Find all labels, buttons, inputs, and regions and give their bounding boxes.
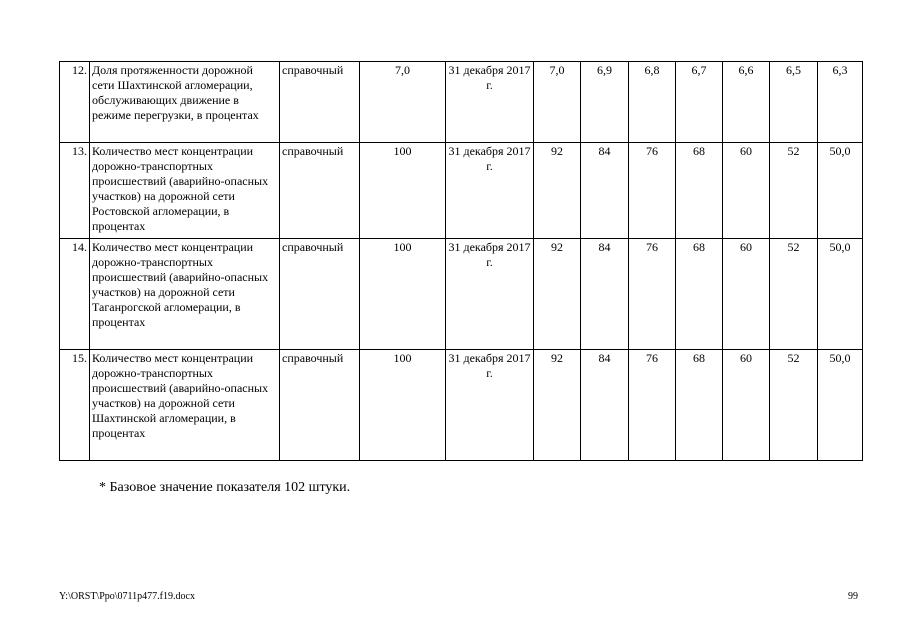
indicator-name: Количество мест концентрации дорожно-транспортных происшествий (аварийно-опасных участков) на дорожной сети Ростовской агломерации, в процентах	[90, 143, 280, 239]
base-value: 100	[360, 239, 446, 350]
year-value: 68	[676, 143, 723, 239]
table-row	[60, 239, 863, 350]
year-value: 6,8	[629, 62, 676, 143]
indicator-name: Количество мест концентрации дорожно-транспортных происшествий (аварийно-опасных участков) на дорожной сети Таганрогской агломерации, в процентах	[90, 239, 280, 350]
base-date: 31 декабря 2017 г.	[446, 239, 534, 350]
table-row	[60, 62, 863, 143]
year-value: 92	[534, 239, 581, 350]
year-value: 50,0	[818, 239, 863, 350]
table-row	[60, 350, 863, 461]
indicator-name: Доля протяженности дорожной сети Шахтинской агломерации, обслуживающих движение в режиме перегрузки, в процентах	[90, 62, 280, 143]
year-value: 52	[770, 239, 818, 350]
table-row	[60, 143, 863, 239]
page-number: 99	[848, 591, 858, 602]
footnote: * Базовое значение показателя 102 штуки.	[99, 480, 351, 495]
indicator-name: Количество мест концентрации дорожно-транспортных происшествий (аварийно-опасных участков) на дорожной сети Шахтинской агломерации, в процентах	[90, 350, 280, 461]
year-value: 6,5	[770, 62, 818, 143]
year-value: 50,0	[818, 350, 863, 461]
indicator-type: справочный	[280, 239, 360, 350]
base-value: 100	[360, 143, 446, 239]
year-value: 76	[629, 143, 676, 239]
row-number: 13.	[60, 143, 90, 239]
row-number: 14.	[60, 239, 90, 350]
year-value: 6,9	[581, 62, 629, 143]
year-value: 50,0	[818, 143, 863, 239]
indicator-type: справочный	[280, 143, 360, 239]
year-value: 7,0	[534, 62, 581, 143]
year-value: 92	[534, 350, 581, 461]
year-value: 84	[581, 143, 629, 239]
indicators-table	[59, 61, 863, 461]
row-number: 15.	[60, 350, 90, 461]
year-value: 92	[534, 143, 581, 239]
row-number: 12.	[60, 62, 90, 143]
year-value: 60	[723, 350, 770, 461]
year-value: 6,6	[723, 62, 770, 143]
year-value: 52	[770, 143, 818, 239]
year-value: 84	[581, 350, 629, 461]
footer-file-path: Y:\ORST\Ppo\0711p477.f19.docx	[59, 591, 195, 602]
year-value: 76	[629, 350, 676, 461]
year-value: 6,7	[676, 62, 723, 143]
year-value: 52	[770, 350, 818, 461]
year-value: 60	[723, 143, 770, 239]
base-date: 31 декабря 2017 г.	[446, 62, 534, 143]
indicator-type: справочный	[280, 350, 360, 461]
year-value: 76	[629, 239, 676, 350]
base-value: 7,0	[360, 62, 446, 143]
year-value: 60	[723, 239, 770, 350]
year-value: 6,3	[818, 62, 863, 143]
indicator-type: справочный	[280, 62, 360, 143]
base-value: 100	[360, 350, 446, 461]
year-value: 68	[676, 350, 723, 461]
base-date: 31 декабря 2017 г.	[446, 143, 534, 239]
base-date: 31 декабря 2017 г.	[446, 350, 534, 461]
year-value: 84	[581, 239, 629, 350]
year-value: 68	[676, 239, 723, 350]
